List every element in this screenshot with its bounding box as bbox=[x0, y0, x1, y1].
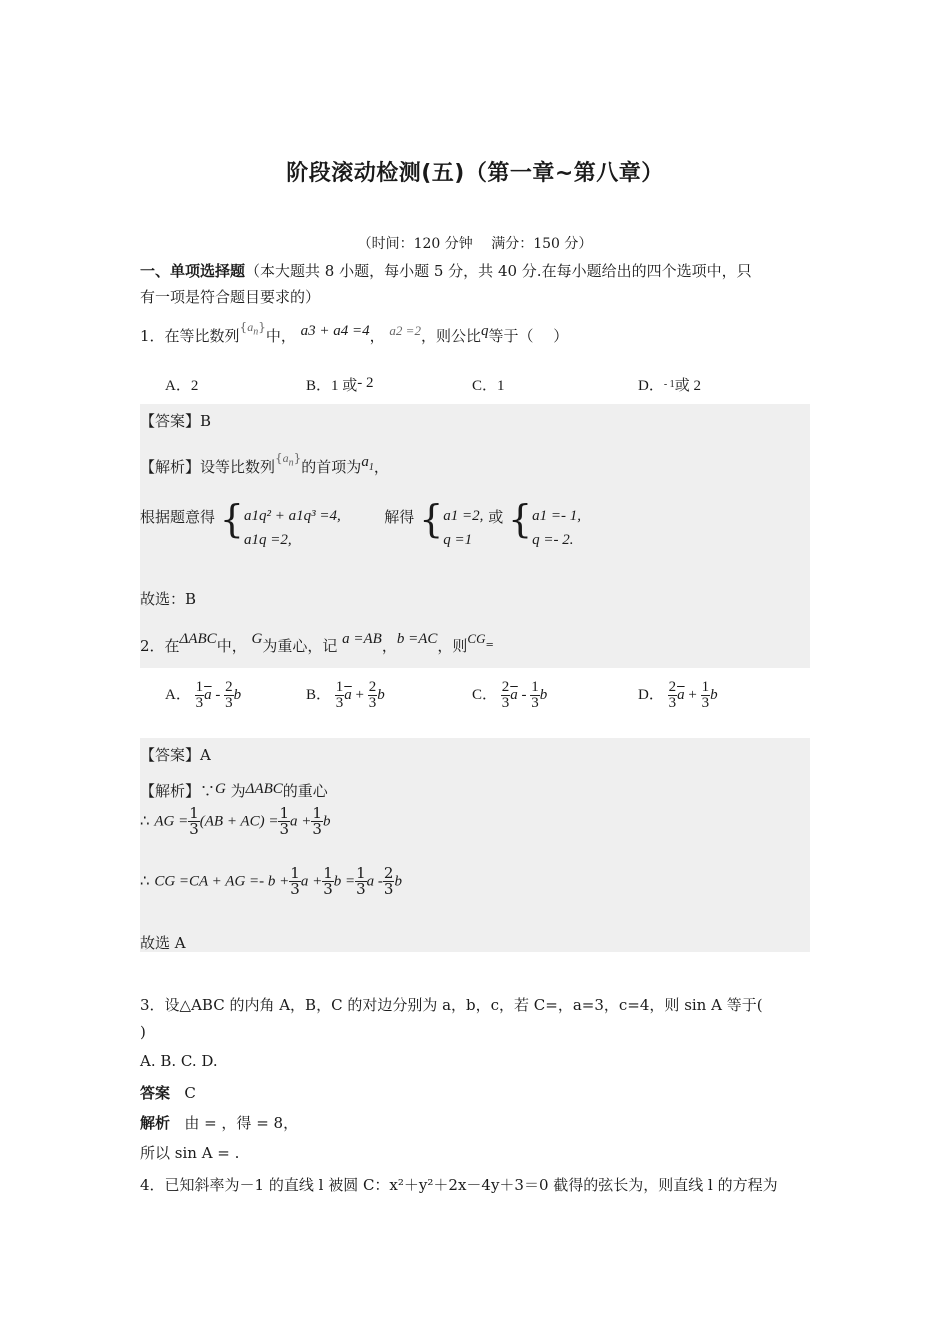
section-desc-a: （本大题共 8 小题，每小题 5 分，共 40 分.在每小题给出的四个选项中，只 bbox=[245, 262, 752, 280]
q2-analysis: 【解析】∵G 为ΔABC的重心 bbox=[140, 781, 328, 800]
q2-option-c[interactable]: C． $\frac{2}{3}$ $\overline{a}$ - $\frac{1}{3}$ b bbox=[472, 679, 548, 711]
q3-options[interactable]: A. B. C. D. bbox=[140, 1052, 218, 1070]
q1-choose: 故选：B bbox=[140, 590, 197, 608]
section-desc-b: 有一项是符合题目要求的） bbox=[140, 288, 321, 306]
q2-choose: 故选 A bbox=[140, 934, 186, 952]
q2-option-d[interactable]: D． $\frac{2}{3}$ $\overline{a}$ + $\frac{1}{3}$ b bbox=[638, 679, 718, 711]
section-heading bbox=[140, 260, 752, 281]
question-3-stem-end: ) bbox=[140, 1023, 146, 1041]
q3-analysis: 解析 由 = ，得 = 8， bbox=[140, 1114, 299, 1132]
section-title: 一、单项选择题 bbox=[140, 262, 246, 280]
q1-option-c[interactable]: C．1 bbox=[472, 378, 505, 394]
sequence-symbol: $\{a_n\}$ bbox=[239, 320, 266, 338]
page-title: 阶段滚动检测(五)（第一章~第八章） bbox=[286, 161, 664, 186]
q1-option-a[interactable]: A．2 bbox=[165, 378, 199, 394]
q3-conclusion: 所以 sin A = . bbox=[140, 1144, 240, 1162]
q2-option-a[interactable]: A． $\frac{1}{3}$ $\overline{a}$ - $\frac{2}{3}$ b bbox=[165, 679, 242, 711]
q1-system: 根据题意得 {a1q² + a1q³ =4, a1q =2, 解得 {a1 =2, q =1 或 {a1 =- 1, q =- 2. bbox=[140, 497, 582, 548]
question-3-stem: 3．设△ABC 的内角 A，B，C 的对边分别为 a，b，c，若 C=，a=3，c=4，则 sin A 等于( bbox=[140, 996, 763, 1014]
q1-option-b[interactable]: B．1 或- 2 bbox=[306, 375, 374, 394]
q2-solution-box bbox=[140, 738, 810, 952]
question-1-stem: 1．在等比数列$\{a_n\}$中， a3 + a4 =4， a2 =2，则公比q等于（ ） bbox=[140, 320, 569, 345]
q1-answer: 【答案】B bbox=[140, 412, 212, 430]
q2-answer: 【答案】A bbox=[140, 746, 211, 764]
exam-info: （时间：120 分钟 满分：150 分） bbox=[357, 236, 593, 252]
q1-option-d[interactable]: D．$^{- 1}$或 2 bbox=[638, 378, 701, 394]
q2-option-b[interactable]: B． $\frac{1}{3}$ $\overline{a}$ + $\frac{2}{3}$ b bbox=[306, 679, 385, 711]
q2-line-2: ∴ CG =CA + AG =- b + $\frac{1}{3}$ a + $\frac{1}{3}$ b = $\frac{1}{3}$ a - $\frac{2}{3}$ b bbox=[140, 864, 402, 898]
q1-analysis: 【解析】设等比数列$\{a_n\}$的首项为$a_1$， bbox=[140, 451, 389, 476]
question-4-stem: 4．已知斜率为－1 的直线 l 被圆 C：x²＋y²＋2x－4y＋3＝0 截得的弦长为，则直线 l 的方程为 bbox=[140, 1176, 778, 1194]
q2-line-1: ∴ AG = $\frac{1}{3}$ (AB + AC) = $\frac{1}{3}$ a + $\frac{1}{3}$ b bbox=[140, 804, 331, 838]
q3-answer: 答案 C bbox=[140, 1084, 196, 1102]
question-2-stem: 2．在ΔABC中， G为重心，记 a =AB，b =AC，则CG= bbox=[140, 631, 494, 655]
